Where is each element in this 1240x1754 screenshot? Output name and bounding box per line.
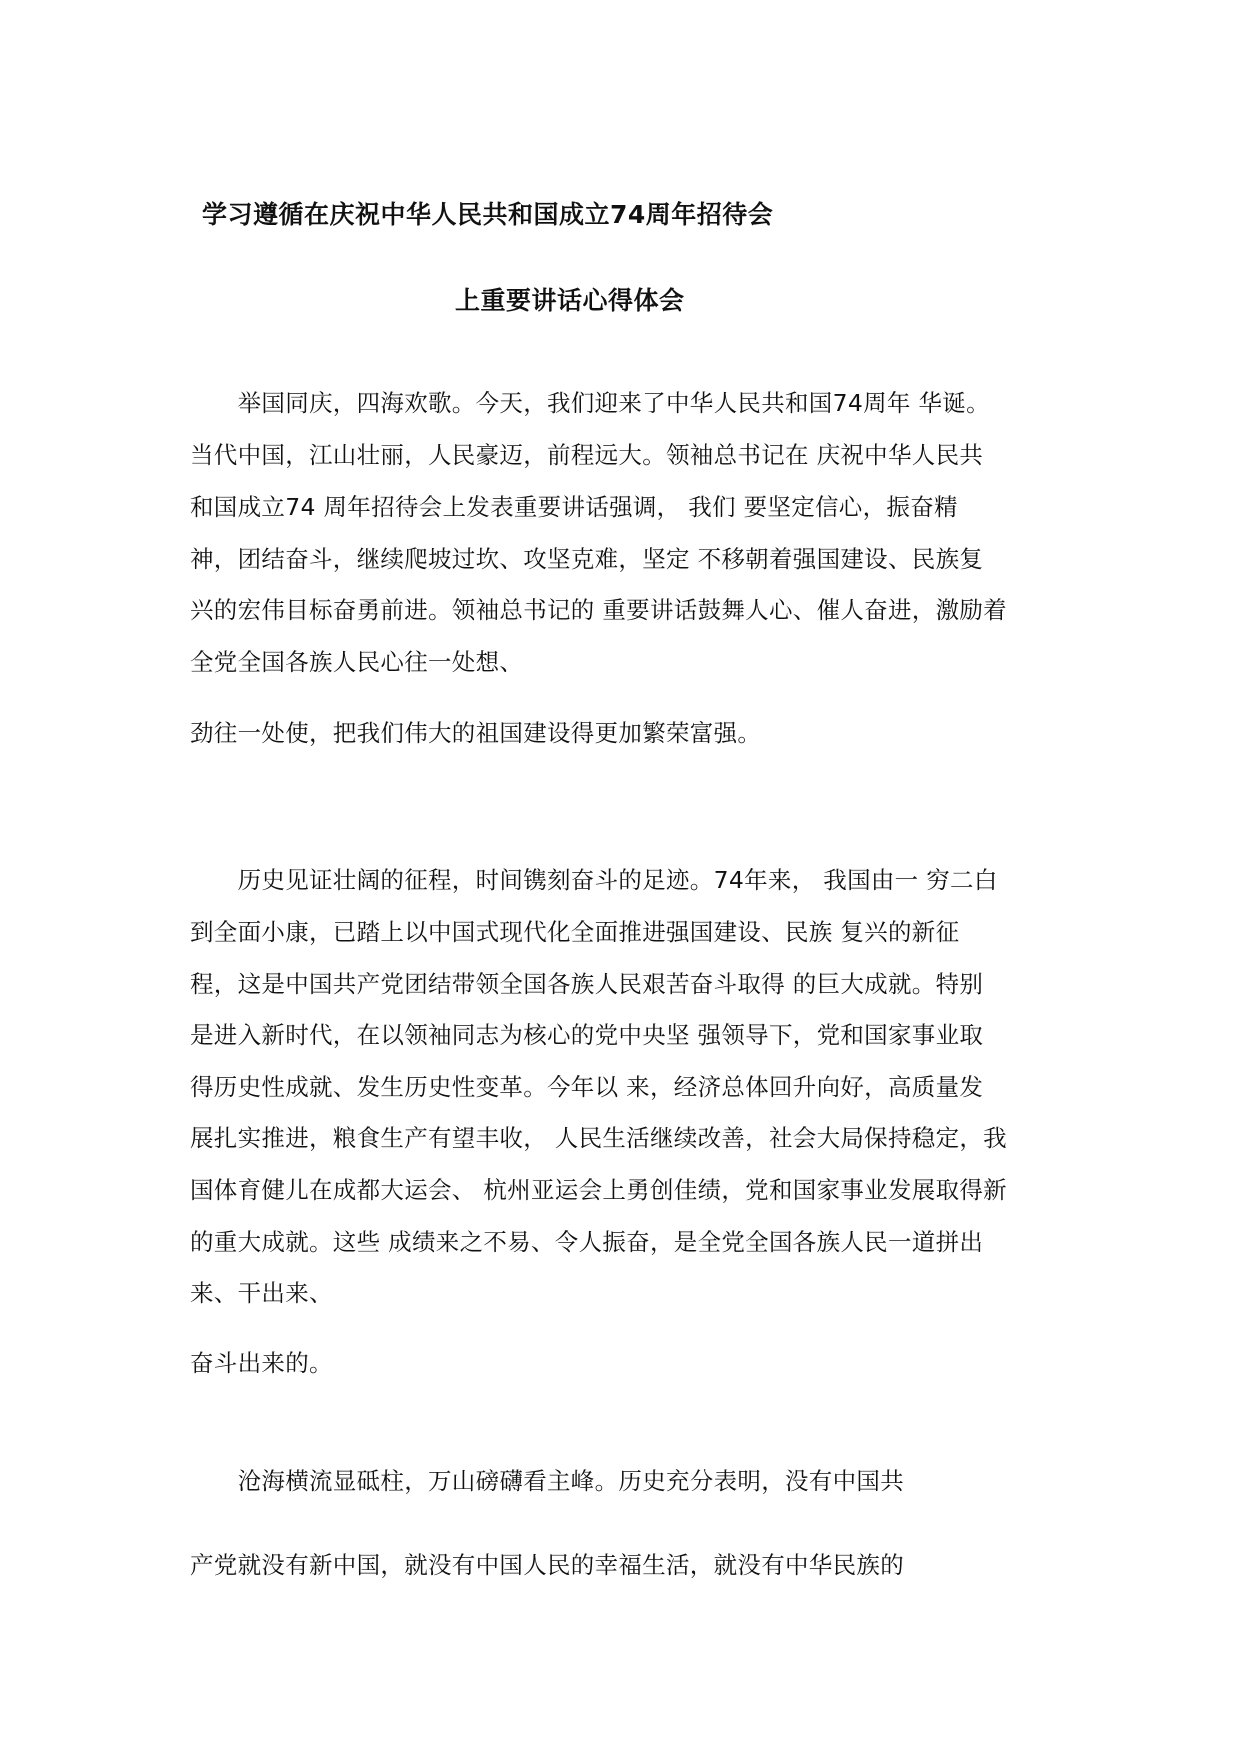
paragraph-1-line-6: 全党全国各族人民心往一处想、 — [190, 648, 524, 676]
paragraph-2-line-6: 展扎实推进，粮食生产有望丰收， 人民生活继续改善，社会大局保持稳定，我 — [190, 1124, 1007, 1152]
paragraph-2-line-7: 国体育健儿在成都大运会、 杭州亚运会上勇创佳绩，党和国家事业发展取得新 — [190, 1176, 1007, 1204]
paragraph-2-line-5: 得历史性成就、发生历史性变革。今年以 来，经济总体回升向好，高质量发 — [190, 1073, 984, 1101]
document-title-line-1: 学习遵循在庆祝中华人民共和国成立74周年招待会 — [202, 200, 774, 229]
paragraph-2-line-1: 历史见证壮阔的征程，时间镌刻奋斗的足迹。74年来， 我国由一 穷二白 — [190, 866, 998, 894]
paragraph-1-line-7: 劲往一处使，把我们伟大的祖国建设得更加繁荣富强。 — [190, 719, 762, 747]
paragraph-3-line-2: 产党就没有新中国，就没有中国人民的幸福生活，就没有中华民族的 — [190, 1551, 904, 1579]
paragraph-2-line-9: 来、干出来、 — [190, 1279, 333, 1307]
paragraph-2-line-10: 奋斗出来的。 — [190, 1349, 333, 1377]
paragraph-2-line-8: 的重大成就。这些 成绩来之不易、令人振奋，是全党全国各族人民一道拼出 — [190, 1228, 984, 1256]
paragraph-1-line-3: 和国成立74 周年招待会上发表重要讲话强调， 我们 要坚定信心，振奋精 — [190, 493, 958, 521]
paragraph-2-line-3: 程，这是中国共产党团结带领全国各族人民艰苦奋斗取得 的巨大成就。特别 — [190, 970, 984, 998]
paragraph-1-line-5: 兴的宏伟目标奋勇前进。领袖总书记的 重要讲话鼓舞人心、催人奋进，激励着 — [190, 596, 1007, 624]
paragraph-2-line-4: 是进入新时代，在以领袖同志为核心的党中央坚 强领导下，党和国家事业取 — [190, 1021, 984, 1049]
paragraph-2-line-2: 到全面小康，已踏上以中国式现代化全面推进强国建设、民族 复兴的新征 — [190, 918, 960, 946]
paragraph-1-line-4: 神，团结奋斗，继续爬坡过坎、攻坚克难，坚定 不移朝着强国建设、民族复 — [190, 545, 984, 573]
paragraph-1-line-2: 当代中国，江山壮丽，人民豪迈，前程远大。领袖总书记在 庆祝中华人民共 — [190, 441, 984, 469]
paragraph-3-line-1: 沧海横流显砥柱，万山磅礴看主峰。历史充分表明，没有中国共 — [190, 1467, 904, 1495]
paragraph-1-line-1: 举国同庆，四海欢歌。今天，我们迎来了中华人民共和国74周年 华诞。 — [190, 389, 990, 417]
document-title-line-2: 上重要讲话心得体会 — [455, 286, 685, 315]
